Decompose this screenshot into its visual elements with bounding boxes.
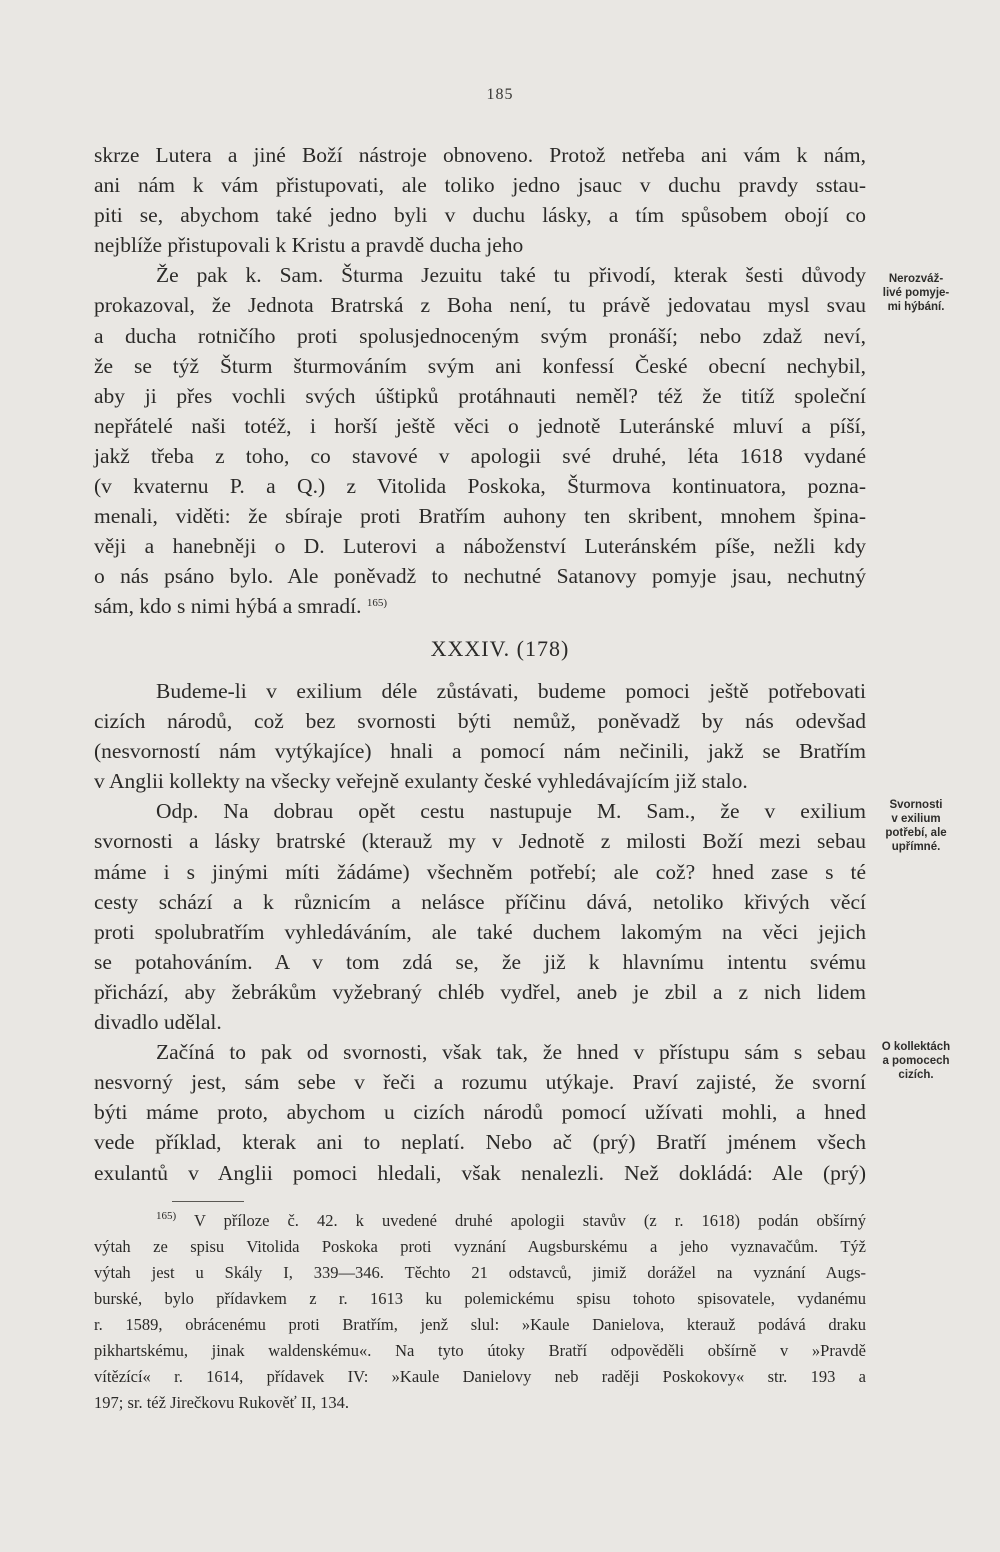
text-line: býti máme proto, abychom u cizích národů pomocí užívati mohli, a hned — [94, 1100, 866, 1125]
footnote-line-content: V příloze č. 42. k uvedené druhé apologii stavův (z r. 1618) podán obšírný — [193, 1211, 866, 1230]
text-line: ani nám k vám přistupovati, ale toliko jedno jsauc v duchu pravdy sstau- — [94, 173, 866, 198]
margin-note — [870, 1040, 962, 1082]
footnote-line: burské, bylo přídavkem z r. 1613 ku polemickému spisu tohoto spisovatele, vydanému — [94, 1289, 866, 1308]
margin-note-line: Nerozváž- — [888, 273, 944, 285]
margin-note — [870, 798, 962, 854]
margin-note-line: livé pomyje- — [882, 287, 950, 299]
footnote-marker: 165) — [156, 1210, 177, 1222]
text-line: nejblíže přistupovali k Kristu a pravdě ducha jeho — [94, 233, 524, 258]
text-line: prokazoval, že Jednota Bratrská z Boha není, tu právě jedovatau mysl svau — [94, 293, 866, 318]
text-line: se potahováním. A v tom zdá se, že již k hlavnímu intentu svému — [94, 949, 866, 974]
section-heading: XXXIV. (178) — [430, 636, 570, 661]
page-number: 185 — [486, 86, 514, 103]
paragraph-block-bottom — [94, 676, 866, 1188]
text-line: a ducha rotničího proti spolusjednoceným svým pronáší; nebo zdaž neví, — [94, 323, 866, 348]
text-line: proti spolubratřím vyhledáváním, ale také duchem lakomým na věci jejich — [94, 919, 866, 944]
footnote-line: 197; sr. též Jirečkovu Rukověť II, 134. — [94, 1393, 349, 1412]
text-line: Že pak k. Sam. Šturma Jezuitu také tu přivodí, kterak šesti důvody — [156, 263, 866, 288]
margin-note-line: potřebí, ale — [885, 827, 947, 839]
text-line: (nesvorností nám vytýkajíce) hnali a pomocí nám nečinili, jakž se Bratřím — [94, 739, 866, 764]
text-line: že se týž Šturm šturmováním svým ani konfessí České obecní nechybil, — [94, 353, 866, 378]
margin-note — [870, 272, 962, 314]
margin-note-line: upřímné. — [891, 841, 941, 853]
text-line: menali, viděti: že sbíraje proti Bratřím auhony ten skribent, mnohem špina- — [94, 504, 866, 529]
text-line: exulantů v Anglii pomoci hledali, však nenalezli. Než dokládá: Ale (prý) — [94, 1160, 866, 1185]
footnote-line: r. 1589, obrácenému proti Bratřím, jenž slul: »Kaule Danielova, kterauž podává draku — [94, 1315, 866, 1334]
margin-note-line: a pomocech — [882, 1055, 950, 1067]
text-line-content: sám, kdo s nimi hýbá a smradí. — [94, 594, 362, 619]
footnote — [94, 1208, 866, 1416]
text-line: cesty schází a k různicím a nelásce příčinu dává, netoliko křivých věcí — [94, 889, 866, 914]
text-line: nepřátelé naši totéž, i horší ještě věci o jednotě Luteránské mluví a píší, — [94, 413, 866, 438]
text-line: máme i s jinými míti žádáme) všechněm potřebí; ale což? hned zase s té — [94, 859, 866, 884]
margin-note-line: O kollektách — [881, 1041, 951, 1053]
text-line: jakž třeba z toho, co stavové v apologii své druhé, léta 1618 vydané — [94, 443, 866, 468]
text-line: Budeme-li v exilium déle zůstávati, budeme pomoci ještě potřebovati — [156, 679, 866, 703]
text-line: svornosti a lásky bratrské (kterauž my v Jednotě z milosti Boží mezi sebau — [94, 829, 866, 854]
footnote-separator — [172, 1201, 244, 1202]
footnote-line: výtah ze spisu Vitolida Poskoka proti vyznání Augsburskému a jeho vyznavačům. Týž — [94, 1237, 866, 1256]
footnote-line: pikhartskému, jinak waldenskému«. Na tyto útoky Bratří odpověděli obšírně v »Pravdě — [94, 1341, 866, 1360]
text-line: Začíná to pak od svornosti, však tak, že hned v přístupu sám s sebau — [156, 1040, 866, 1065]
footnote-reference: 165) — [366, 597, 388, 610]
margin-note-line: mi hýbání. — [887, 301, 945, 313]
text-line: Odp. Na dobrau opět cestu nastupuje M. Sam., že v exilium — [156, 799, 866, 824]
text-line: (v kvaternu P. a Q.) z Vitolida Poskoka, Šturmova kontinuatora, pozna- — [94, 474, 866, 499]
text-line — [94, 591, 866, 621]
text-line: o nás psáno bylo. Ale poněvadž to nechutné Satanovy pomyje jsau, nechutný — [94, 564, 866, 589]
text-line: piti se, abychom také jedno byli v duchu lásky, a tím spůsobem obojí co — [94, 203, 866, 228]
text-line: v Anglii kollekty na všecky veřejně exulanty české vyhledávajícím již stalo. — [94, 769, 748, 794]
footnote-line: vítězící« r. 1614, přídavek IV: »Kaule Danielovy neb raději Poskokovy« str. 193 a — [94, 1367, 866, 1386]
text-line: aby ji přes vochli svých úštipků protáhnauti neměl? též že titíž společní — [94, 383, 866, 408]
text-line: vede příklad, kterak ani to neplatí. Nebo ač (prý) Bratří jménem všech — [94, 1130, 866, 1155]
text-line: přichází, aby žebrákům vyžebraný chléb vydřel, aneb je zbil a z nich lidem — [94, 979, 866, 1004]
text-line: věji a hanebněji o D. Luterovi a náboženství Luteránském píše, nežli kdy — [94, 534, 866, 559]
text-line: skrze Lutera a jiné Boží nástroje obnoveno. Protož netřeba ani vám k nám, — [94, 143, 866, 167]
footnote-line: výtah jest u Skály I, 339—346. Těchto 21 odstavců, jimiž dorážel na vyznání Augs- — [94, 1263, 866, 1282]
text-line: cizích národů, což bez svornosti býti nemůž, poněvadž by nás odevšad — [94, 709, 866, 734]
footnote-line — [94, 1208, 866, 1234]
text-line: nesvorný jest, sám sebe v řeči a rozumu utýkaje. Praví zajisté, že svorní — [94, 1070, 866, 1095]
paragraph-block-top — [94, 140, 866, 622]
margin-note-line: v exilium — [891, 813, 941, 825]
margin-note-line: cizích. — [898, 1069, 934, 1081]
margin-note-line: Svornosti — [889, 799, 943, 811]
text-line: divadlo udělal. — [94, 1010, 222, 1035]
